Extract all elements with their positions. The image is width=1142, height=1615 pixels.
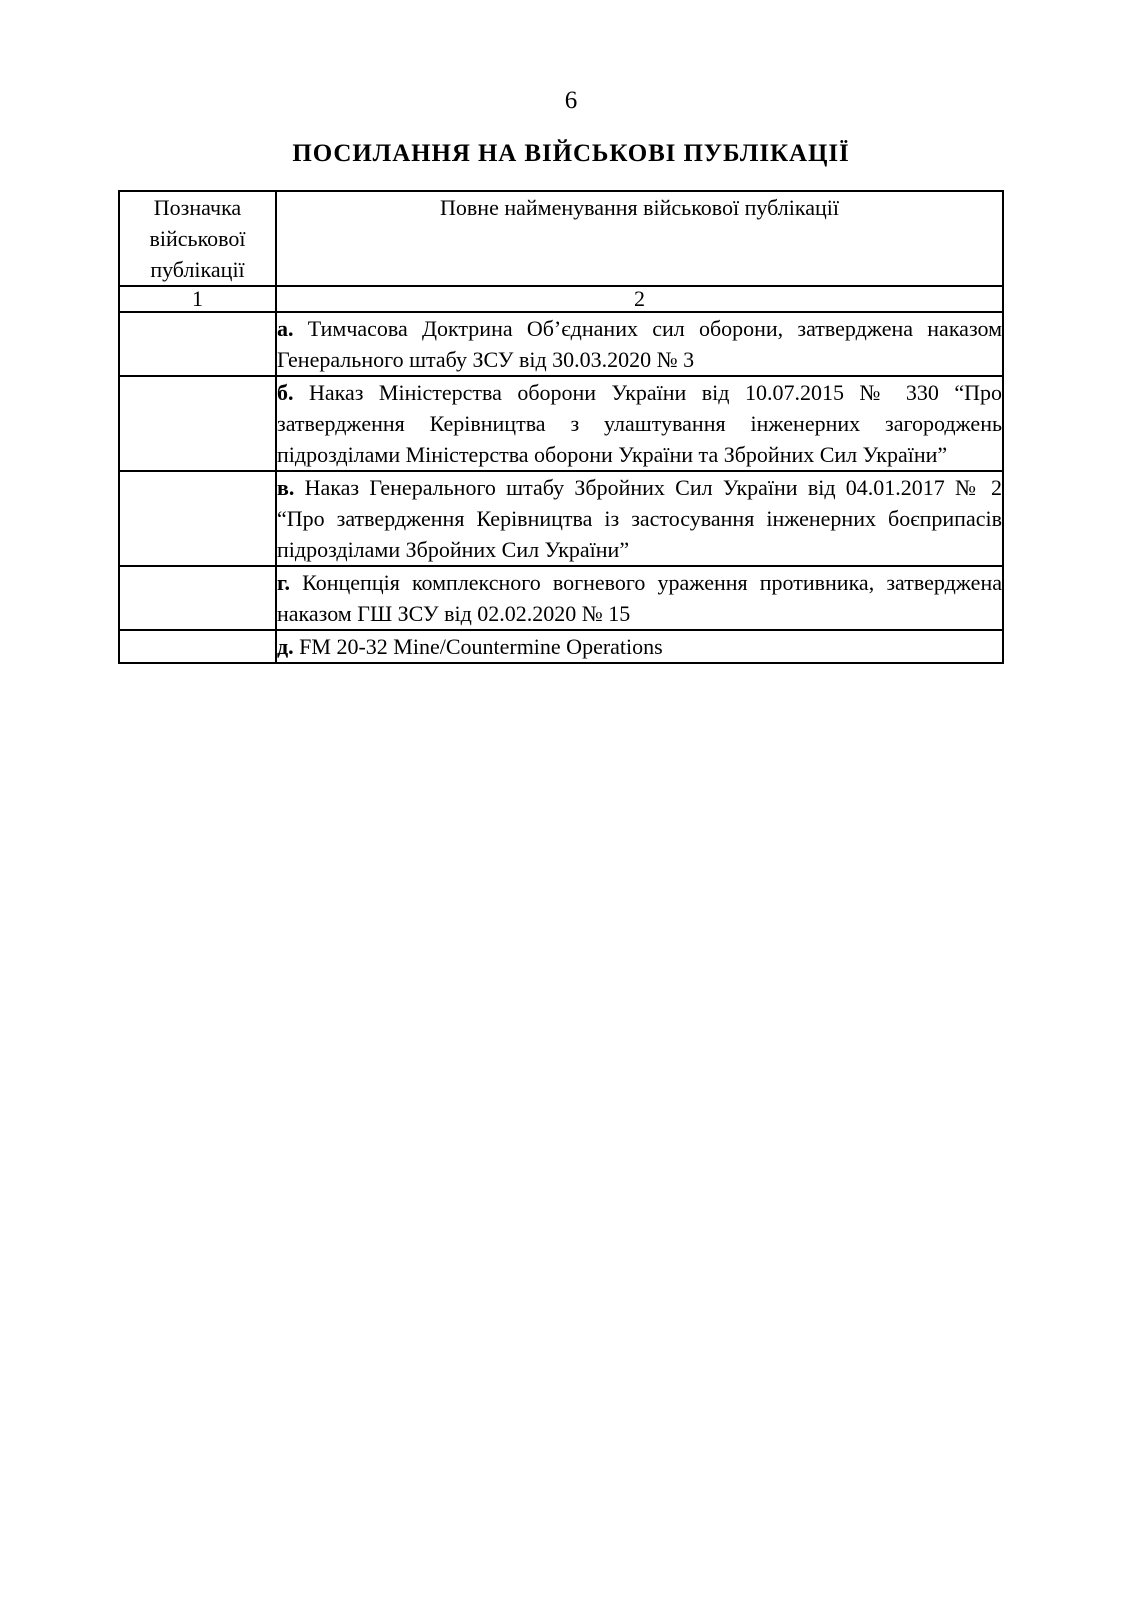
table-row <box>119 471 1003 566</box>
row-name-cell <box>276 312 1003 376</box>
row-mark-cell <box>119 566 276 630</box>
row-text: Концепція комплексного вогневого ураження противника, затверджена наказом ГШ ЗСУ від 02.02.2020 № 15 <box>277 570 1002 626</box>
military-publications-table <box>118 190 1004 664</box>
row-marker: б. <box>277 380 309 405</box>
table-row <box>119 566 1003 630</box>
header-mark-line-2: військової <box>149 226 246 251</box>
table-row <box>119 376 1003 471</box>
column-number-row <box>119 286 1003 312</box>
header-mark-line-1: Позначка <box>153 195 242 220</box>
row-marker: в. <box>277 475 305 500</box>
header-cell-name: Повне найменування військової публікації <box>276 191 1003 286</box>
row-name-cell <box>276 376 1003 471</box>
page-title: ПОСИЛАННЯ НА ВІЙСЬКОВІ ПУБЛІКАЦІЇ <box>292 140 850 167</box>
row-name-cell <box>276 566 1003 630</box>
row-mark-cell <box>119 312 276 376</box>
row-text: Наказ Міністерства оборони України від 10.07.2015 № 330 “Про затвердження Керівництва з улаштування інженерних загороджень підрозділами Міністерства оборони України та Збройних Сил України” <box>277 380 1002 467</box>
column-number-mark: 1 <box>119 286 276 312</box>
row-mark-cell <box>119 630 276 663</box>
row-marker: д. <box>277 634 300 659</box>
row-marker: а. <box>277 316 308 341</box>
row-name-cell <box>276 630 1003 663</box>
page-number: 6 <box>564 87 578 114</box>
row-text: Тимчасова Доктрина Об’єднаних сил оборони, затверджена наказом Генерального штабу ЗСУ від 30.03.2020 № 3 <box>277 316 1003 372</box>
row-text: Наказ Генерального штабу Збройних Сил України від 04.01.2017 № 2 “Про затвердження Керівництва із застосування інженерних боєприпасів підрозділами Збройних Сил України” <box>277 475 1002 562</box>
header-mark-line-3: публікації <box>150 257 245 282</box>
row-text: FM 20-32 Mine/Countermine Operations <box>299 634 663 659</box>
row-mark-cell <box>119 471 276 566</box>
header-cell-mark <box>119 191 276 286</box>
column-number-name: 2 <box>276 286 1003 312</box>
row-name-cell <box>276 471 1003 566</box>
table-header-row <box>119 191 1003 286</box>
table-row <box>119 312 1003 376</box>
table-row <box>119 630 1003 663</box>
row-marker: г. <box>277 570 303 595</box>
row-mark-cell <box>119 376 276 471</box>
